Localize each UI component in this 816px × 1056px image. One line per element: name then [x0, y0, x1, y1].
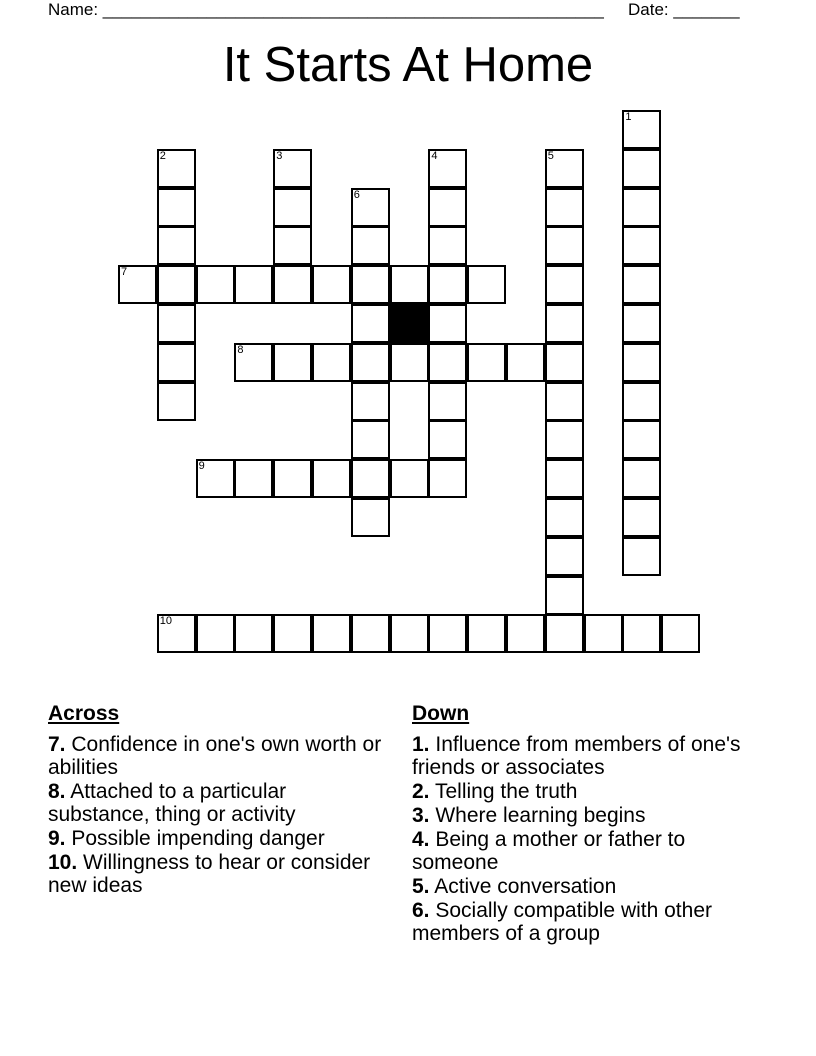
grid-cell[interactable]: [467, 343, 506, 382]
clue-number: 6.: [412, 899, 430, 922]
date-field-label: Date: _______: [628, 0, 740, 19]
grid-cell[interactable]: [506, 614, 545, 653]
puzzle-title: It Starts At Home: [222, 38, 594, 92]
grid-cell[interactable]: [622, 226, 661, 265]
clue-text: Influence from members of one's friends or associates: [412, 733, 741, 779]
grid-cell[interactable]: [622, 420, 661, 459]
grid-cell[interactable]: [157, 149, 196, 188]
grid-cell[interactable]: [428, 614, 467, 653]
name-field-label: Name: _____________________________________________________: [48, 0, 604, 19]
clue-number: 1.: [412, 733, 430, 756]
clue-text: Being a mother or father to someone: [412, 828, 686, 874]
grid-cell[interactable]: [428, 188, 467, 227]
grid-cell[interactable]: [390, 343, 429, 382]
clue-number: 7.: [48, 733, 66, 756]
grid-cell[interactable]: [467, 265, 506, 304]
clue-text: Confidence in one's own worth or abilities: [48, 733, 382, 779]
grid-cell[interactable]: [428, 149, 467, 188]
grid-cell[interactable]: [622, 498, 661, 537]
grid-cell[interactable]: [157, 382, 196, 421]
grid-cell[interactable]: [351, 459, 390, 498]
grid-cell[interactable]: [234, 614, 273, 653]
cell-number: 5: [547, 149, 554, 162]
grid-cell[interactable]: [545, 498, 584, 537]
grid-cell[interactable]: [428, 265, 467, 304]
grid-cell[interactable]: [196, 459, 235, 498]
grid-cell[interactable]: [545, 343, 584, 382]
cell-number: 2: [159, 149, 166, 162]
blocked-cell: [390, 304, 429, 343]
grid-cell[interactable]: [157, 614, 196, 653]
clue-text: Socially compatible with other members of a group: [412, 899, 712, 945]
clue-item: [412, 875, 752, 898]
clue-number: 2.: [412, 780, 430, 803]
grid-cell[interactable]: [467, 614, 506, 653]
grid-cell[interactable]: [622, 304, 661, 343]
down-heading: Down: [412, 702, 470, 725]
cell-number: 4: [431, 149, 438, 162]
grid-cell[interactable]: [351, 498, 390, 537]
grid-cell[interactable]: [312, 459, 351, 498]
grid-cell[interactable]: [234, 459, 273, 498]
clue-item: [412, 733, 752, 779]
grid-cell[interactable]: [428, 226, 467, 265]
clue-text: Attached to a particular substance, thing or activity: [48, 780, 296, 826]
clue-item: [412, 780, 752, 803]
grid-cell[interactable]: [661, 614, 700, 653]
grid-cell[interactable]: [545, 382, 584, 421]
grid-cell[interactable]: [157, 226, 196, 265]
grid-cell[interactable]: [622, 110, 661, 149]
clue-text: Active conversation: [434, 875, 617, 898]
grid-cell[interactable]: [273, 614, 312, 653]
clue-number: 4.: [412, 828, 430, 851]
grid-cell[interactable]: [622, 265, 661, 304]
clue-text: Telling the truth: [434, 780, 578, 803]
grid-cell[interactable]: [273, 459, 312, 498]
grid-cell[interactable]: [622, 459, 661, 498]
grid-cell[interactable]: [390, 459, 429, 498]
down-clues: [412, 702, 752, 946]
cell-number: 1: [625, 111, 632, 123]
grid-cell[interactable]: [312, 343, 351, 382]
grid-cell[interactable]: [622, 382, 661, 421]
grid-cell[interactable]: [312, 614, 351, 653]
grid-cell[interactable]: [351, 304, 390, 343]
grid-cell[interactable]: [351, 614, 390, 653]
clue-number: 10.: [48, 851, 78, 874]
grid-cell[interactable]: [622, 149, 661, 188]
cell-number: 3: [276, 149, 283, 162]
clue-item: [412, 899, 752, 945]
clue-item: [412, 828, 752, 874]
grid-cell[interactable]: [351, 188, 390, 227]
grid-cell[interactable]: [273, 265, 312, 304]
grid-cell[interactable]: [622, 537, 661, 576]
cell-number: 9: [198, 460, 205, 473]
clue-item: [48, 733, 388, 779]
grid-cell[interactable]: [157, 188, 196, 227]
clue-number: 5.: [412, 875, 430, 898]
grid-cell[interactable]: [273, 226, 312, 265]
grid-cell[interactable]: [545, 459, 584, 498]
grid-cell[interactable]: [428, 420, 467, 459]
grid-cell[interactable]: [273, 149, 312, 188]
across-clues: [48, 702, 388, 898]
clue-number: 8.: [48, 780, 66, 803]
grid-cell[interactable]: [118, 265, 157, 304]
grid-cell[interactable]: [545, 537, 584, 576]
grid-cell[interactable]: [273, 343, 312, 382]
clue-number: 3.: [412, 804, 430, 827]
grid-cell[interactable]: [545, 149, 584, 188]
grid-cell[interactable]: [622, 188, 661, 227]
grid-cell[interactable]: [157, 304, 196, 343]
grid-cell[interactable]: [428, 382, 467, 421]
cell-number: 10: [159, 615, 173, 628]
clue-item: [412, 804, 752, 827]
cell-number: 8: [237, 343, 244, 356]
grid-cell[interactable]: [390, 265, 429, 304]
grid-cell[interactable]: [312, 265, 351, 304]
grid-cell[interactable]: [351, 265, 390, 304]
grid-cell[interactable]: [545, 304, 584, 343]
grid-cell[interactable]: [545, 576, 584, 615]
grid-cell[interactable]: [545, 614, 584, 653]
grid-cell[interactable]: [351, 343, 390, 382]
grid-cell[interactable]: [428, 459, 467, 498]
grid-cell[interactable]: [428, 304, 467, 343]
grid-cell[interactable]: [622, 614, 661, 653]
clue-item: [48, 780, 388, 826]
grid-cell[interactable]: [545, 420, 584, 459]
grid-cell[interactable]: [545, 226, 584, 265]
grid-cell[interactable]: [234, 265, 273, 304]
grid-cell[interactable]: [428, 343, 467, 382]
grid-cell[interactable]: [545, 188, 584, 227]
clue-item: [48, 827, 388, 850]
grid-cell[interactable]: [234, 343, 273, 382]
grid-cell[interactable]: [622, 343, 661, 382]
clue-text: Where learning begins: [435, 804, 646, 827]
clue-text: Possible impending danger: [71, 827, 325, 850]
across-heading: Across: [48, 702, 120, 725]
clue-number: 9.: [48, 827, 66, 850]
grid-cell[interactable]: [196, 614, 235, 653]
grid-cell[interactable]: [273, 188, 312, 227]
grid-cell[interactable]: [545, 265, 584, 304]
grid-cell[interactable]: [506, 343, 545, 382]
grid-cell[interactable]: [351, 226, 390, 265]
cell-number: 6: [353, 188, 360, 201]
grid-cell[interactable]: [351, 420, 390, 459]
clue-item: [48, 851, 388, 897]
grid-cell[interactable]: [351, 382, 390, 421]
grid-cell[interactable]: [584, 614, 623, 653]
grid-cell[interactable]: [157, 265, 196, 304]
clue-text: Willingness to hear or consider new ideas: [48, 851, 371, 897]
grid-cell[interactable]: [390, 614, 429, 653]
grid-cell[interactable]: [196, 265, 235, 304]
grid-cell[interactable]: [157, 343, 196, 382]
cell-number: 7: [121, 266, 128, 279]
